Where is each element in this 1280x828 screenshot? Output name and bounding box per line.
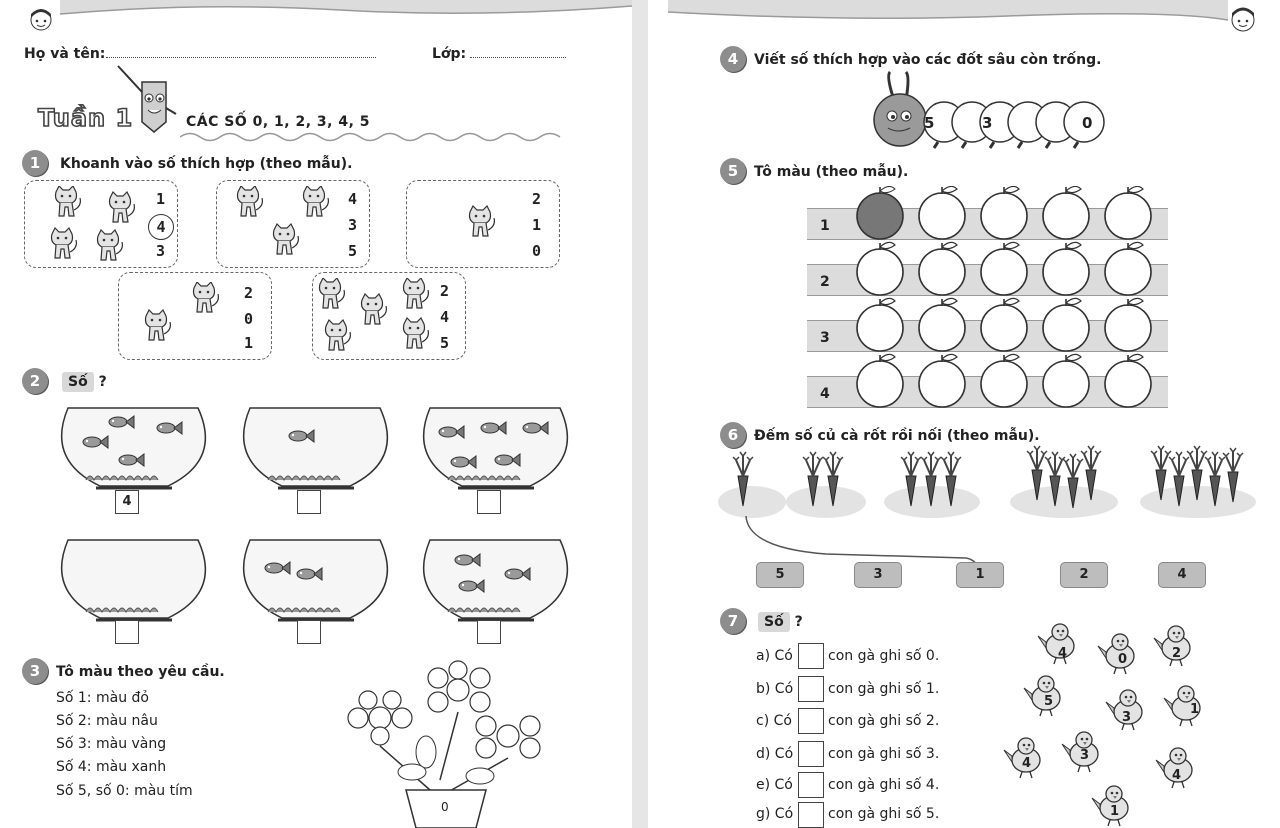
question-6-number: 6 <box>720 422 746 448</box>
row-2-label: 2 <box>820 274 830 290</box>
q1-group-2-option-3[interactable]: 5 <box>348 242 358 260</box>
q7-item-b-text: con gà ghi số 1. <box>828 681 940 697</box>
fish-bowl-1 <box>62 408 206 488</box>
q1-group-4-option-3[interactable]: 1 <box>244 334 254 352</box>
caterpillar-segment-4-blank[interactable] <box>1006 108 1030 132</box>
apple-row-1 <box>857 186 1151 239</box>
q7-item-a-prefix: a) Có <box>756 648 793 664</box>
caterpillar-segment-1: 5 <box>924 114 935 132</box>
bowl-4-answer-box[interactable] <box>115 620 139 644</box>
q3-line-3: Số 3: màu vàng <box>56 736 167 752</box>
chick-number-1: 4 <box>1058 646 1068 661</box>
question-3-number: 3 <box>22 658 48 684</box>
q1-group-5-option-3[interactable]: 5 <box>440 334 450 352</box>
chick-number-6: 1 <box>1190 702 1200 717</box>
fish-bowls <box>56 400 576 650</box>
bowl-2-answer-box[interactable] <box>297 490 321 514</box>
caterpillar-segment-5-blank[interactable] <box>1034 108 1058 132</box>
question-1-number: 1 <box>22 150 48 176</box>
chick-number-4: 5 <box>1044 694 1054 709</box>
fish-bowl-5 <box>244 540 388 620</box>
q1-group-1-cats <box>50 186 146 262</box>
q7-item-d-answer-box[interactable] <box>798 741 824 767</box>
bowl-3-answer-box[interactable] <box>477 490 501 514</box>
q3-line-5: Số 5, số 0: màu tím <box>56 783 193 799</box>
left-page <box>0 0 632 828</box>
question-2-suffix: ? <box>98 374 107 390</box>
fish-bowl-4 <box>62 540 206 620</box>
count-pill-4[interactable]: 2 <box>1060 562 1108 588</box>
question-4-number: 4 <box>720 46 746 72</box>
q1-group-4-option-1[interactable]: 2 <box>244 284 254 302</box>
q7-item-d-text: con gà ghi số 3. <box>828 746 940 762</box>
q7-item-e-answer-box[interactable] <box>798 772 824 798</box>
q7-item-b-prefix: b) Có <box>756 681 794 697</box>
question-2-so-label: Số <box>62 372 94 392</box>
count-pill-3[interactable]: 1 <box>956 562 1004 588</box>
q7-item-c-prefix: c) Có <box>756 713 792 729</box>
q1-group-1-option-2-circled[interactable]: 4 <box>148 214 174 240</box>
fish-bowl-3 <box>424 408 568 488</box>
class-label: Lớp: <box>432 46 467 62</box>
q7-item-g-prefix: g) Có <box>756 806 794 822</box>
caterpillar-segment-3: 3 <box>982 114 993 132</box>
question-5-number: 5 <box>720 158 746 184</box>
count-pill-2[interactable]: 3 <box>854 562 902 588</box>
name-label: Họ và tên: <box>24 46 106 62</box>
q1-group-5-option-2[interactable]: 4 <box>440 308 450 326</box>
q1-group-4-cats <box>140 282 230 348</box>
q1-group-5-option-1[interactable]: 2 <box>440 282 450 300</box>
question-7-number: 7 <box>720 608 746 634</box>
q7-item-g-answer-box[interactable] <box>798 802 824 828</box>
question-7-so-label: Số <box>758 612 790 632</box>
q7-item-a-answer-box[interactable] <box>798 643 824 669</box>
row-1-label: 1 <box>820 218 830 234</box>
q1-group-3-option-1[interactable]: 2 <box>532 190 542 208</box>
chick-number-3: 2 <box>1172 646 1182 661</box>
caterpillar-picture <box>866 70 1116 152</box>
chick-number-9: 4 <box>1172 768 1182 783</box>
pot-number: 0 <box>441 800 449 814</box>
q1-group-1-option-3[interactable]: 3 <box>156 242 166 260</box>
top-wave-decoration-right <box>648 0 1280 30</box>
q1-group-1-option-1[interactable]: 1 <box>156 190 166 208</box>
apple-row-2 <box>857 242 1151 295</box>
bowl-1-answer-box[interactable]: 4 <box>115 490 139 514</box>
row-3-label: 3 <box>820 330 830 346</box>
chicks-picture <box>1000 620 1220 828</box>
q7-item-e-prefix: e) Có <box>756 777 793 793</box>
caterpillar-segment-6: 0 <box>1082 114 1093 132</box>
bowl-5-answer-box[interactable] <box>297 620 321 644</box>
question-6-text: Đếm số củ cà rốt rồi nối (theo mẫu). <box>754 428 1040 444</box>
question-5-text: Tô màu (theo mẫu). <box>754 164 909 180</box>
question-1-text: Khoanh vào số thích hợp (theo mẫu). <box>60 156 353 172</box>
chick-number-8: 3 <box>1080 748 1090 763</box>
class-field[interactable] <box>470 57 566 58</box>
q1-group-3-option-2[interactable]: 1 <box>532 216 542 234</box>
bowl-6-answer-box[interactable] <box>477 620 501 644</box>
q7-item-a-text: con gà ghi số 0. <box>828 648 940 664</box>
apple-row-4 <box>857 354 1151 407</box>
top-wave-decoration <box>0 0 632 30</box>
q7-item-e-text: con gà ghi số 4. <box>828 777 940 793</box>
q1-group-2-option-2[interactable]: 3 <box>348 216 358 234</box>
row-4-label: 4 <box>820 386 830 402</box>
question-3-text: Tô màu theo yêu cầu. <box>56 664 225 680</box>
q7-item-c-answer-box[interactable] <box>798 708 824 734</box>
count-pill-5[interactable]: 4 <box>1158 562 1206 588</box>
week-label: Tuần 1 <box>38 104 134 132</box>
count-pill-1[interactable]: 5 <box>756 562 804 588</box>
fish-bowl-6 <box>424 540 568 620</box>
q3-line-4: Số 4: màu xanh <box>56 759 167 775</box>
chick-number-10: 1 <box>1110 804 1120 819</box>
boy-mascot-icon <box>1226 4 1260 38</box>
question-2-label <box>62 372 107 392</box>
pencil-mascot-icon <box>116 62 180 134</box>
q1-group-4-option-2[interactable]: 0 <box>244 310 254 328</box>
chick-number-2: 0 <box>1118 652 1128 667</box>
title-wave-line <box>180 130 570 144</box>
caterpillar-segment-2-blank[interactable] <box>950 108 974 132</box>
question-4-text: Viết số thích hợp vào các đốt sâu còn trống. <box>754 52 1102 68</box>
question-7-label <box>758 612 803 632</box>
chick-number-7: 4 <box>1022 756 1032 771</box>
q1-group-5-cats <box>318 278 430 356</box>
q7-item-b-answer-box[interactable] <box>798 676 824 702</box>
q3-line-1: Số 1: màu đỏ <box>56 690 149 706</box>
fish-bowl-2 <box>244 408 388 488</box>
question-2-number: 2 <box>22 368 48 394</box>
question-7-suffix: ? <box>794 614 803 630</box>
q1-group-3-cats <box>466 204 496 240</box>
q1-group-2-cats <box>232 186 342 262</box>
apple-row-3 <box>857 298 1151 351</box>
q1-group-3-option-3[interactable]: 0 <box>532 242 542 260</box>
q7-item-c-text: con gà ghi số 2. <box>828 713 940 729</box>
lesson-title: CÁC SỐ 0, 1, 2, 3, 4, 5 <box>186 114 371 130</box>
apple-grid <box>850 186 1160 412</box>
name-field[interactable] <box>106 57 376 58</box>
q1-group-2-option-1[interactable]: 4 <box>348 190 358 208</box>
q7-item-g-text: con gà ghi số 5. <box>828 806 940 822</box>
chick-number-5: 3 <box>1122 710 1132 725</box>
q3-line-2: Số 2: màu nâu <box>56 713 158 729</box>
girl-mascot-icon <box>26 6 56 36</box>
q7-item-d-prefix: d) Có <box>756 746 794 762</box>
